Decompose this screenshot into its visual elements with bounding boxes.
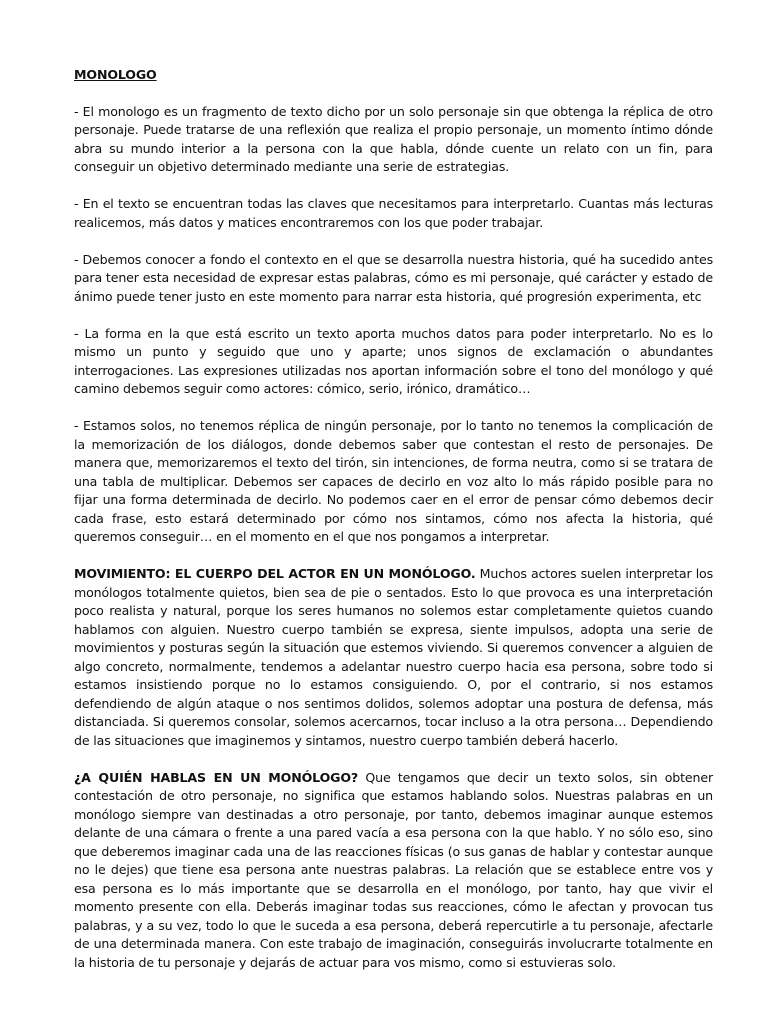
paragraph-text: - El monologo es un fragmento de texto dicho por un solo personaje sin que obtenga la réplica de otro personaje. Puede tratarse de una reflexión que realiza el propio personaje, un momento íntimo dónde abra su mundo interior a la persona con la que habla, dónde cuente un relato con un fin, para conseguir un objetivo determinado mediante una serie de estrategias.	[74, 103, 713, 174]
paragraph-forma	[74, 325, 713, 399]
paragraph-text: - En el texto se encuentran todas las claves que necesitamos para interpretarlo. Cuantas más lecturas realicemos, más datos y matices encontraremos con los que poder trabajar.	[74, 196, 713, 230]
paragraph-text: Muchos actores suelen interpretar los monólogos totalmente quietos, bien sea de pie o sentados. Esto lo que provoca es una interpretación poco realista y natural, porque los seres humanos no solemos estar completamente quietos cuando hablamos con alguien. Nuestro cuerpo también se expresa, siente impulsos, adopta una serie de movimientos y posturas según la situación que estemos viviendo. Si queremos convencer a alguien de algo concreto, normalmente, tendemos a adelantar nuestro cuerpo hacia esa persona, sobre todo si estamos insistiendo porque no lo estamos consiguiendo. O, por el contrario, si nos estamos defendiendo de algún ataque o nos sentimos dolidos, solemos adoptar una postura de defensa, más distanciada. Si queremos consolar, solemos acercarnos, tocar incluso a la otra persona… Dependiendo de las situaciones que imaginemos y sintamos, nuestro cuerpo también deberá hacerlo.	[74, 566, 714, 748]
paragraph-movimiento	[74, 565, 713, 750]
paragraph-text: - Debemos conocer a fondo el contexto en el que se desarrolla nuestra historia, qué ha sucedido antes para tener esta necesidad de expresar estas palabras, cómo es mi personaje, qué carácter y estado de ánimo puede tener justo en este momento para narrar esta historia, qué progresión experimenta, etc	[74, 251, 713, 304]
document-title: MONOLOGO	[74, 67, 157, 82]
paragraph-memorizacion	[74, 417, 713, 547]
paragraph-claves	[74, 195, 713, 232]
section-heading-movimiento: MOVIMIENTO: EL CUERPO DEL ACTOR EN UN MONÓLOGO.	[74, 566, 476, 581]
document-page	[74, 66, 713, 991]
paragraph-contexto	[74, 251, 713, 307]
paragraph-text: Que tengamos que decir un texto solos, sin obtener contestación de otro personaje, no significa que estamos hablando solos. Nuestras palabras en un monólogo siempre van destinadas a otro personaje, por tanto, debemos imaginar aunque estemos delante de una cámara o frente a una pared vacía a esa persona con la que hablo. Y no sólo eso, sino que deberemos imaginar cada una de las reacciones físicas (o sus ganas de hablar y contestar aunque no le dejes) que tiene esa persona ante nuestras palabras. La relación que se establece entre vos y esa persona es lo más importante que se desarrolla en el monólogo, por tanto, hay que vivir el momento presente con ella. Deberás imaginar todas sus reacciones, cómo le afectan y provocan tus palabras, y a su vez, todo lo que le suceda a esa persona, deberá repercutirle a tu personaje, afectarle de una determinada manera. Con este trabajo de imaginación, conseguirás involucrarte totalmente en la historia de tu personaje y dejarás de actuar para vos mismo, como si estuvieras solo.	[74, 769, 713, 970]
paragraph-text: - Estamos solos, no tenemos réplica de ningún personaje, por lo tanto no tenemos la complicación de la memorización de los diálogos, donde debemos saber que contestan el resto de personajes. De manera que, memorizaremos el texto del tirón, sin intenciones, de forma neutra, como si se tratara de una tabla de multiplicar. Debemos ser capaces de decirlo en voz alto lo más rápido posible para no fijar una forma determinada de decirlo. No podemos caer en el error de pensar cómo debemos decir cada frase, esto estará determinado por cómo nos sintamos, cómo nos afecta la historia, qué queremos conseguir… en el momento en el que nos pongamos a interpretar.	[74, 418, 713, 544]
paragraph-definition	[74, 103, 713, 177]
paragraph-text: - La forma en la que está escrito un texto aporta muchos datos para poder interpretarlo. No es lo mismo un punto y seguido que uno y aparte; unos signos de exclamación o abundantes interrogaciones. Las expresiones utilizadas nos aportan información sobre el tono del monólogo y qué camino debemos seguir como actores: cómico, serio, irónico, dramático…	[74, 325, 713, 396]
paragraph-a-quien-hablas	[74, 769, 713, 973]
section-heading-a-quien-hablas: ¿A QUIÉN HABLAS EN UN MONÓLOGO?	[74, 769, 359, 785]
